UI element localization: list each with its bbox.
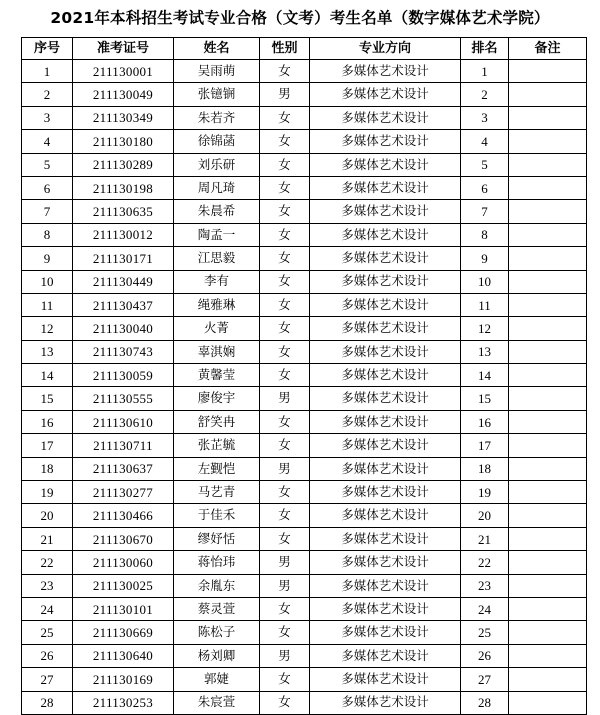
table-row bbox=[22, 644, 587, 667]
table-row bbox=[22, 247, 587, 270]
cell-seq: 4 bbox=[22, 130, 73, 153]
table-row bbox=[22, 317, 587, 340]
cell-rank: 21 bbox=[461, 527, 509, 550]
cell-name: 朱宸萱 bbox=[174, 691, 260, 714]
table-body bbox=[22, 60, 587, 715]
cell-major: 多媒体艺术设计 bbox=[310, 293, 461, 316]
cell-remark bbox=[509, 200, 587, 223]
cell-exam-no: 211130669 bbox=[73, 621, 174, 644]
cell-name: 于佳禾 bbox=[174, 504, 260, 527]
header-gender: 性别 bbox=[260, 38, 310, 60]
header-exam-no: 准考证号 bbox=[73, 38, 174, 60]
cell-name: 余胤东 bbox=[174, 574, 260, 597]
cell-seq: 10 bbox=[22, 270, 73, 293]
cell-gender: 女 bbox=[260, 293, 310, 316]
cell-seq: 27 bbox=[22, 668, 73, 691]
header-rank: 排名 bbox=[461, 38, 509, 60]
cell-gender: 女 bbox=[260, 340, 310, 363]
cell-remark bbox=[509, 597, 587, 620]
cell-name: 江思毅 bbox=[174, 247, 260, 270]
cell-major: 多媒体艺术设计 bbox=[310, 270, 461, 293]
cell-remark bbox=[509, 223, 587, 246]
cell-rank: 27 bbox=[461, 668, 509, 691]
cell-remark bbox=[509, 668, 587, 691]
cell-remark bbox=[509, 644, 587, 667]
cell-remark bbox=[509, 621, 587, 644]
cell-exam-no: 211130637 bbox=[73, 457, 174, 480]
cell-major: 多媒体艺术设计 bbox=[310, 153, 461, 176]
cell-rank: 2 bbox=[461, 83, 509, 106]
cell-name: 辜淇娴 bbox=[174, 340, 260, 363]
cell-seq: 18 bbox=[22, 457, 73, 480]
cell-gender: 男 bbox=[260, 644, 310, 667]
cell-major: 多媒体艺术设计 bbox=[310, 527, 461, 550]
cell-gender: 女 bbox=[260, 504, 310, 527]
cell-seq: 21 bbox=[22, 527, 73, 550]
cell-major: 多媒体艺术设计 bbox=[310, 457, 461, 480]
cell-exam-no: 211130025 bbox=[73, 574, 174, 597]
cell-gender: 男 bbox=[260, 83, 310, 106]
cell-remark bbox=[509, 364, 587, 387]
cell-rank: 19 bbox=[461, 481, 509, 504]
cell-rank: 17 bbox=[461, 434, 509, 457]
cell-seq: 22 bbox=[22, 551, 73, 574]
cell-exam-no: 211130277 bbox=[73, 481, 174, 504]
cell-name: 徐锦菡 bbox=[174, 130, 260, 153]
cell-rank: 4 bbox=[461, 130, 509, 153]
cell-name: 绳雅琳 bbox=[174, 293, 260, 316]
cell-gender: 女 bbox=[260, 434, 310, 457]
cell-exam-no: 211130610 bbox=[73, 410, 174, 433]
table-row bbox=[22, 200, 587, 223]
cell-rank: 11 bbox=[461, 293, 509, 316]
cell-name: 舒笑冉 bbox=[174, 410, 260, 433]
cell-rank: 13 bbox=[461, 340, 509, 363]
cell-major: 多媒体艺术设计 bbox=[310, 340, 461, 363]
cell-seq: 8 bbox=[22, 223, 73, 246]
cell-seq: 14 bbox=[22, 364, 73, 387]
cell-exam-no: 211130101 bbox=[73, 597, 174, 620]
cell-major: 多媒体艺术设计 bbox=[310, 387, 461, 410]
table-header-row bbox=[22, 38, 587, 60]
cell-major: 多媒体艺术设计 bbox=[310, 364, 461, 387]
cell-remark bbox=[509, 176, 587, 199]
cell-remark bbox=[509, 153, 587, 176]
table-row bbox=[22, 434, 587, 457]
cell-gender: 男 bbox=[260, 457, 310, 480]
cell-rank: 22 bbox=[461, 551, 509, 574]
cell-exam-no: 211130040 bbox=[73, 317, 174, 340]
cell-rank: 10 bbox=[461, 270, 509, 293]
cell-major: 多媒体艺术设计 bbox=[310, 597, 461, 620]
table-row bbox=[22, 60, 587, 83]
cell-major: 多媒体艺术设计 bbox=[310, 668, 461, 691]
cell-rank: 25 bbox=[461, 621, 509, 644]
cell-remark bbox=[509, 527, 587, 550]
cell-exam-no: 211130635 bbox=[73, 200, 174, 223]
cell-name: 杨刘卿 bbox=[174, 644, 260, 667]
table-row bbox=[22, 270, 587, 293]
cell-major: 多媒体艺术设计 bbox=[310, 691, 461, 714]
page-title: 2021年本科招生考试专业合格（文考）考生名单（数字媒体艺术学院） bbox=[50, 9, 550, 27]
cell-seq: 5 bbox=[22, 153, 73, 176]
cell-name: 左觐恺 bbox=[174, 457, 260, 480]
table-row bbox=[22, 621, 587, 644]
cell-exam-no: 211130198 bbox=[73, 176, 174, 199]
cell-gender: 女 bbox=[260, 153, 310, 176]
cell-exam-no: 211130289 bbox=[73, 153, 174, 176]
cell-exam-no: 211130253 bbox=[73, 691, 174, 714]
cell-remark bbox=[509, 574, 587, 597]
cell-rank: 12 bbox=[461, 317, 509, 340]
cell-seq: 13 bbox=[22, 340, 73, 363]
table-row bbox=[22, 83, 587, 106]
table-row bbox=[22, 551, 587, 574]
cell-seq: 3 bbox=[22, 106, 73, 129]
cell-gender: 女 bbox=[260, 130, 310, 153]
cell-major: 多媒体艺术设计 bbox=[310, 410, 461, 433]
cell-name: 郭婕 bbox=[174, 668, 260, 691]
table-row bbox=[22, 153, 587, 176]
cell-seq: 26 bbox=[22, 644, 73, 667]
cell-name: 刘乐研 bbox=[174, 153, 260, 176]
cell-gender: 女 bbox=[260, 270, 310, 293]
cell-remark bbox=[509, 60, 587, 83]
cell-exam-no: 211130640 bbox=[73, 644, 174, 667]
header-major: 专业方向 bbox=[310, 38, 461, 60]
cell-major: 多媒体艺术设计 bbox=[310, 200, 461, 223]
cell-gender: 女 bbox=[260, 106, 310, 129]
cell-rank: 5 bbox=[461, 153, 509, 176]
cell-name: 张芷毓 bbox=[174, 434, 260, 457]
cell-gender: 女 bbox=[260, 247, 310, 270]
cell-remark bbox=[509, 130, 587, 153]
table-row bbox=[22, 410, 587, 433]
cell-seq: 9 bbox=[22, 247, 73, 270]
cell-seq: 7 bbox=[22, 200, 73, 223]
cell-major: 多媒体艺术设计 bbox=[310, 60, 461, 83]
cell-major: 多媒体艺术设计 bbox=[310, 106, 461, 129]
cell-major: 多媒体艺术设计 bbox=[310, 247, 461, 270]
cell-rank: 15 bbox=[461, 387, 509, 410]
cell-major: 多媒体艺术设计 bbox=[310, 621, 461, 644]
cell-major: 多媒体艺术设计 bbox=[310, 83, 461, 106]
cell-name: 周凡琦 bbox=[174, 176, 260, 199]
cell-gender: 女 bbox=[260, 317, 310, 340]
cell-exam-no: 211130466 bbox=[73, 504, 174, 527]
cell-seq: 20 bbox=[22, 504, 73, 527]
cell-seq: 19 bbox=[22, 481, 73, 504]
cell-exam-no: 211130001 bbox=[73, 60, 174, 83]
cell-major: 多媒体艺术设计 bbox=[310, 481, 461, 504]
cell-rank: 9 bbox=[461, 247, 509, 270]
cell-name: 缪妤恬 bbox=[174, 527, 260, 550]
cell-exam-no: 211130180 bbox=[73, 130, 174, 153]
cell-major: 多媒体艺术设计 bbox=[310, 551, 461, 574]
cell-exam-no: 211130743 bbox=[73, 340, 174, 363]
table-row bbox=[22, 340, 587, 363]
cell-seq: 12 bbox=[22, 317, 73, 340]
cell-exam-no: 211130012 bbox=[73, 223, 174, 246]
cell-seq: 2 bbox=[22, 83, 73, 106]
cell-gender: 男 bbox=[260, 387, 310, 410]
cell-rank: 20 bbox=[461, 504, 509, 527]
cell-name: 陈松子 bbox=[174, 621, 260, 644]
cell-rank: 23 bbox=[461, 574, 509, 597]
table-row bbox=[22, 668, 587, 691]
candidate-table bbox=[21, 37, 587, 715]
cell-exam-no: 211130349 bbox=[73, 106, 174, 129]
cell-remark bbox=[509, 340, 587, 363]
cell-exam-no: 211130171 bbox=[73, 247, 174, 270]
cell-seq: 23 bbox=[22, 574, 73, 597]
table-row bbox=[22, 691, 587, 714]
table-row bbox=[22, 504, 587, 527]
cell-rank: 1 bbox=[461, 60, 509, 83]
cell-major: 多媒体艺术设计 bbox=[310, 434, 461, 457]
cell-gender: 女 bbox=[260, 597, 310, 620]
cell-gender: 女 bbox=[260, 60, 310, 83]
cell-rank: 26 bbox=[461, 644, 509, 667]
cell-remark bbox=[509, 691, 587, 714]
cell-major: 多媒体艺术设计 bbox=[310, 644, 461, 667]
cell-gender: 女 bbox=[260, 410, 310, 433]
cell-exam-no: 211130169 bbox=[73, 668, 174, 691]
cell-remark bbox=[509, 387, 587, 410]
header-remark: 备注 bbox=[509, 38, 587, 60]
cell-remark bbox=[509, 270, 587, 293]
table-row bbox=[22, 223, 587, 246]
cell-exam-no: 211130449 bbox=[73, 270, 174, 293]
cell-seq: 1 bbox=[22, 60, 73, 83]
table-row bbox=[22, 597, 587, 620]
cell-exam-no: 211130437 bbox=[73, 293, 174, 316]
cell-major: 多媒体艺术设计 bbox=[310, 130, 461, 153]
cell-major: 多媒体艺术设计 bbox=[310, 176, 461, 199]
cell-major: 多媒体艺术设计 bbox=[310, 317, 461, 340]
cell-rank: 16 bbox=[461, 410, 509, 433]
cell-remark bbox=[509, 551, 587, 574]
cell-rank: 6 bbox=[461, 176, 509, 199]
table-row bbox=[22, 481, 587, 504]
cell-name: 吴雨萌 bbox=[174, 60, 260, 83]
cell-seq: 11 bbox=[22, 293, 73, 316]
cell-gender: 女 bbox=[260, 527, 310, 550]
cell-name: 马艺青 bbox=[174, 481, 260, 504]
cell-seq: 15 bbox=[22, 387, 73, 410]
cell-name: 朱若齐 bbox=[174, 106, 260, 129]
cell-rank: 28 bbox=[461, 691, 509, 714]
cell-gender: 女 bbox=[260, 668, 310, 691]
header-name: 姓名 bbox=[174, 38, 260, 60]
cell-name: 黄馨莹 bbox=[174, 364, 260, 387]
cell-name: 廖俊宇 bbox=[174, 387, 260, 410]
table-row bbox=[22, 387, 587, 410]
cell-rank: 3 bbox=[461, 106, 509, 129]
cell-remark bbox=[509, 317, 587, 340]
cell-name: 蒋怡玮 bbox=[174, 551, 260, 574]
cell-gender: 女 bbox=[260, 200, 310, 223]
cell-seq: 25 bbox=[22, 621, 73, 644]
cell-seq: 28 bbox=[22, 691, 73, 714]
cell-name: 张镱锎 bbox=[174, 83, 260, 106]
cell-seq: 24 bbox=[22, 597, 73, 620]
cell-gender: 女 bbox=[260, 691, 310, 714]
cell-exam-no: 211130060 bbox=[73, 551, 174, 574]
table-row bbox=[22, 364, 587, 387]
cell-remark bbox=[509, 457, 587, 480]
table-row bbox=[22, 527, 587, 550]
cell-exam-no: 211130049 bbox=[73, 83, 174, 106]
cell-rank: 8 bbox=[461, 223, 509, 246]
cell-name: 陶孟一 bbox=[174, 223, 260, 246]
cell-remark bbox=[509, 504, 587, 527]
cell-seq: 6 bbox=[22, 176, 73, 199]
cell-rank: 24 bbox=[461, 597, 509, 620]
table-row bbox=[22, 176, 587, 199]
cell-remark bbox=[509, 106, 587, 129]
cell-remark bbox=[509, 434, 587, 457]
cell-major: 多媒体艺术设计 bbox=[310, 574, 461, 597]
cell-gender: 女 bbox=[260, 223, 310, 246]
cell-major: 多媒体艺术设计 bbox=[310, 504, 461, 527]
cell-remark bbox=[509, 481, 587, 504]
cell-exam-no: 211130670 bbox=[73, 527, 174, 550]
header-seq: 序号 bbox=[22, 38, 73, 60]
cell-gender: 男 bbox=[260, 574, 310, 597]
table-row bbox=[22, 457, 587, 480]
cell-gender: 男 bbox=[260, 551, 310, 574]
cell-exam-no: 211130555 bbox=[73, 387, 174, 410]
cell-name: 李有 bbox=[174, 270, 260, 293]
cell-name: 蔡灵萱 bbox=[174, 597, 260, 620]
cell-name: 朱晨希 bbox=[174, 200, 260, 223]
cell-rank: 18 bbox=[461, 457, 509, 480]
table-row bbox=[22, 130, 587, 153]
cell-seq: 16 bbox=[22, 410, 73, 433]
cell-remark bbox=[509, 83, 587, 106]
cell-name: 火菁 bbox=[174, 317, 260, 340]
cell-gender: 女 bbox=[260, 364, 310, 387]
cell-gender: 女 bbox=[260, 176, 310, 199]
cell-rank: 7 bbox=[461, 200, 509, 223]
cell-major: 多媒体艺术设计 bbox=[310, 223, 461, 246]
cell-gender: 女 bbox=[260, 621, 310, 644]
cell-seq: 17 bbox=[22, 434, 73, 457]
table-row bbox=[22, 293, 587, 316]
cell-gender: 女 bbox=[260, 481, 310, 504]
table-row bbox=[22, 106, 587, 129]
cell-rank: 14 bbox=[461, 364, 509, 387]
cell-exam-no: 211130711 bbox=[73, 434, 174, 457]
cell-remark bbox=[509, 410, 587, 433]
cell-remark bbox=[509, 247, 587, 270]
cell-remark bbox=[509, 293, 587, 316]
table-row bbox=[22, 574, 587, 597]
cell-exam-no: 211130059 bbox=[73, 364, 174, 387]
